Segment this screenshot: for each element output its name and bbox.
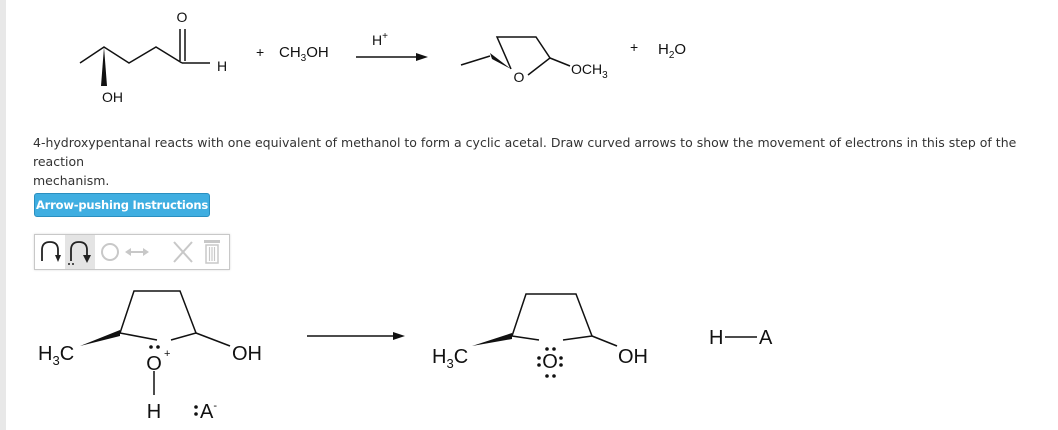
- methoxy-group: $OCH_3$: [571, 61, 608, 81]
- product-plus: +: [630, 39, 639, 55]
- oxonium-intermediate: [38, 291, 262, 423]
- base-a: A-: [200, 400, 218, 423]
- overall-reaction-scheme: [0, 0, 1058, 120]
- aldehyde-oxygen: O: [176, 9, 188, 25]
- left-hydroxyl: OH: [232, 343, 262, 365]
- neutral-product: [432, 294, 648, 378]
- arrow-toolbar: [34, 234, 230, 270]
- water-formula: $H_2O$: [658, 41, 687, 61]
- acid-a: A: [759, 327, 773, 349]
- product-ring-oxygen: O: [513, 69, 525, 85]
- aldehyde-hydrogen: H: [217, 58, 228, 74]
- half-arrow-icon: [35, 235, 65, 269]
- hydroxypentanal-structure: [80, 9, 227, 105]
- electron-pair-arrow-tool[interactable]: [65, 235, 95, 269]
- single-electron-arrow-tool[interactable]: [35, 235, 65, 269]
- left-methyl: $H_3C$: [38, 343, 75, 368]
- resonance-arrow-icon: [123, 235, 151, 269]
- catalyst-label: H+: [372, 31, 388, 48]
- reaction-arrow: [356, 31, 428, 61]
- curved-arrow-icon: [65, 235, 95, 269]
- delete-tool[interactable]: [199, 235, 225, 269]
- right-ring-oxygen: O: [542, 351, 558, 373]
- acid-ha: [709, 327, 773, 349]
- question-text: [33, 133, 1043, 190]
- resonance-tool[interactable]: [123, 235, 151, 269]
- cyclic-acetal-structure: [461, 37, 608, 85]
- trash-icon: [199, 235, 225, 269]
- right-methyl: $H_3C$: [432, 346, 469, 371]
- right-hydroxyl: OH: [618, 346, 648, 368]
- circle-reset-icon: [97, 235, 123, 269]
- left-ring-oxygen: O: [146, 353, 162, 375]
- substrate-hydroxyl: OH: [102, 89, 123, 105]
- methanol-formula: $CH_3OH$: [279, 44, 329, 64]
- mechanism-canvas[interactable]: [0, 280, 1058, 430]
- reagent-plus: +: [256, 44, 265, 60]
- question-line-1: 4-hydroxypentanal reacts with one equivalent of methanol to form a cyclic acetal. Draw curved arrows to show the movement of electrons in this step of the reaction: [33, 135, 1017, 169]
- oxonium-hydrogen: H: [146, 401, 162, 423]
- acid-hydrogen: H: [709, 327, 724, 349]
- oxonium-charge: +: [164, 348, 171, 360]
- mechanism-arrow: [307, 332, 405, 340]
- x-icon: [170, 235, 196, 269]
- arrow-pushing-instructions-button[interactable]: Arrow-pushing Instructions: [34, 193, 210, 217]
- clear-tool[interactable]: [170, 235, 196, 269]
- reset-tool[interactable]: [97, 235, 123, 269]
- question-line-2: mechanism.: [33, 173, 110, 188]
